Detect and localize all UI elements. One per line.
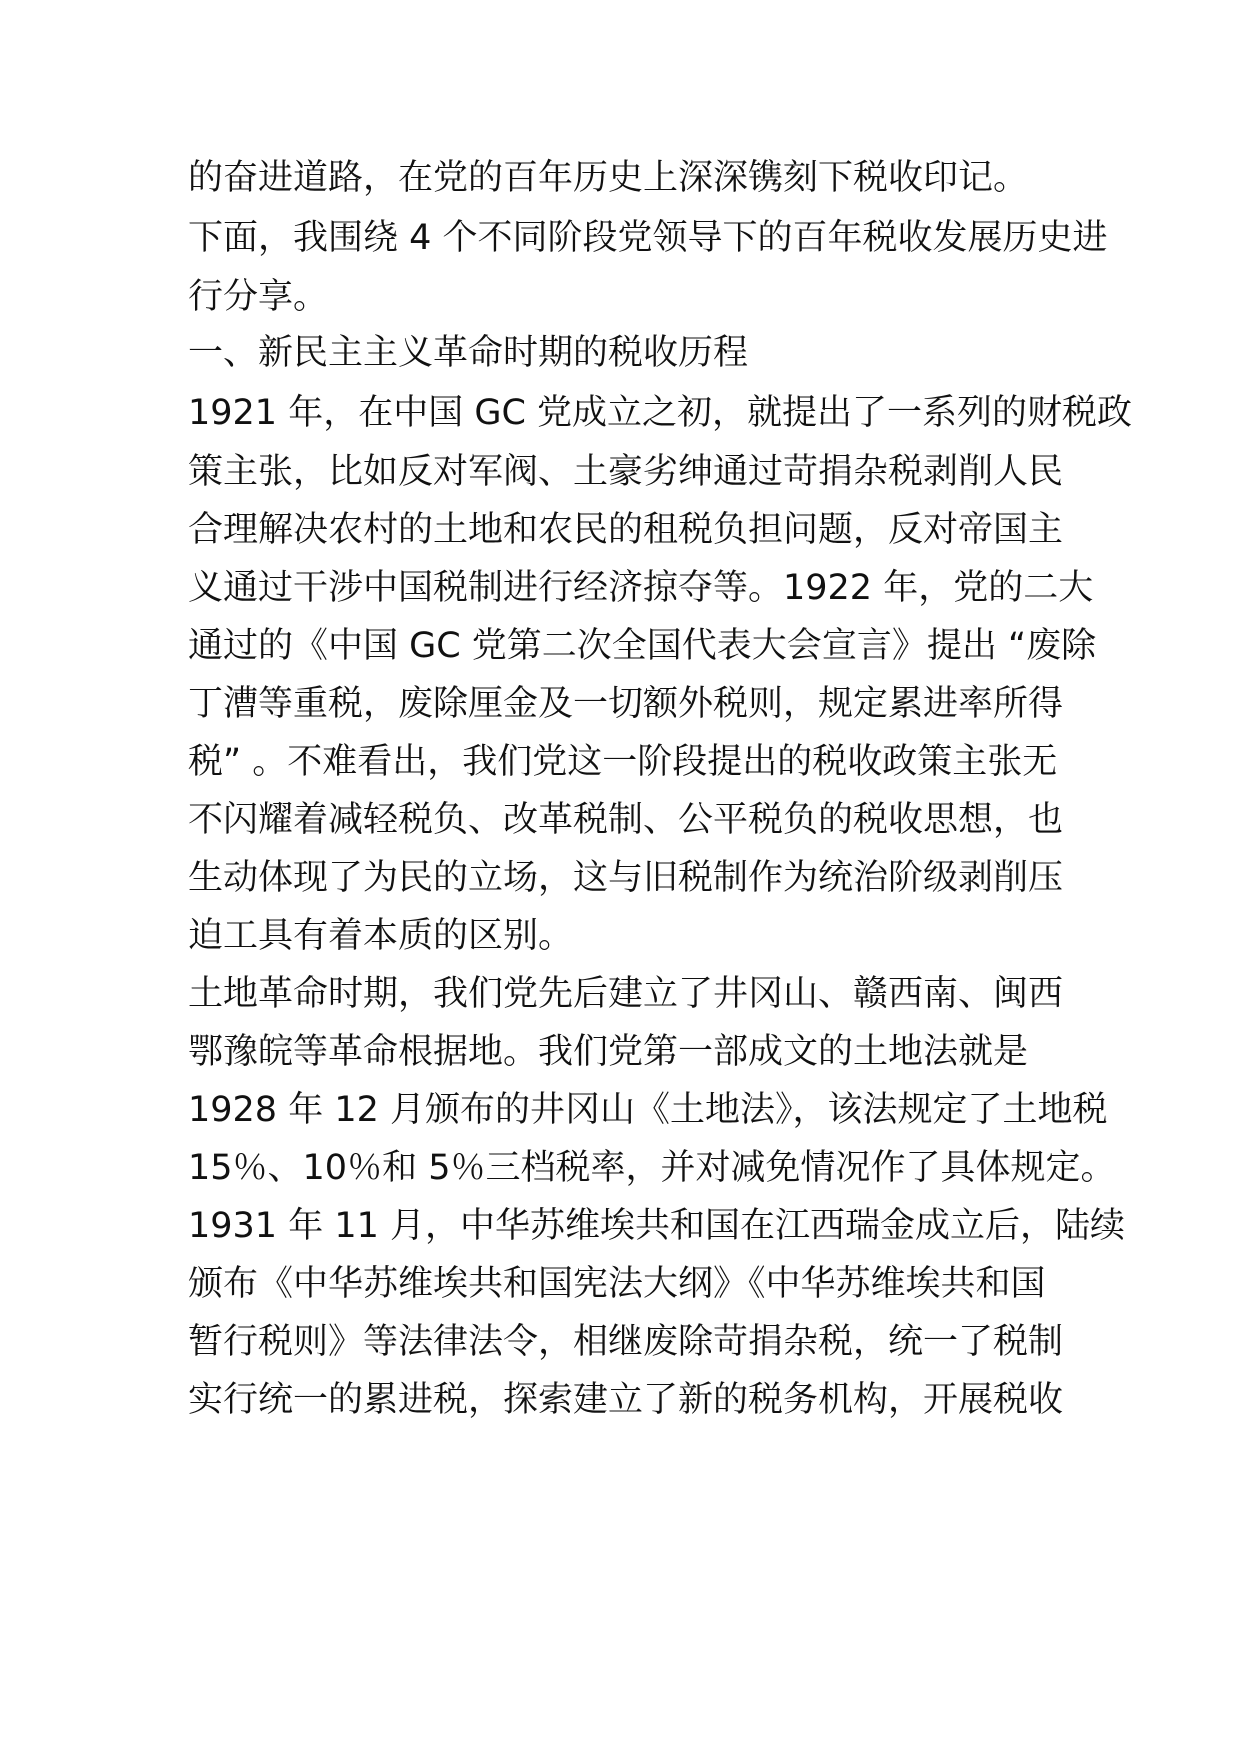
text-line: 合理解决农村的土地和农民的租税负担问题，反对帝国主 (188, 510, 1064, 550)
text-line: 的奋进道路，在党的百年历史上深深镌刻下税收印记。 (188, 158, 1029, 198)
text-line: 暂行税则》等法律法令，相继废除苛捐杂税，统一了税制 (188, 1322, 1064, 1362)
text-line: 1931 年 11 月，中华苏维埃共和国在江西瑞金成立后，陆续 (188, 1206, 1125, 1246)
text-line: 颁布《中华苏维埃共和国宪法大纲》《中华苏维埃共和国 (188, 1264, 1046, 1304)
text-line: 生动体现了为民的立场，这与旧税制作为统治阶级剥削压 (188, 858, 1064, 898)
text-line: 通过的《中国 GC 党第二次全国代表大会宣言》提出 “废除 (188, 626, 1097, 666)
text-line: 鄂豫皖等革命根据地。我们党第一部成文的土地法就是 (188, 1032, 1029, 1072)
text-line: 1928 年 12 月颁布的井冈山《土地法》，该法规定了土地税 (188, 1090, 1108, 1130)
section-heading: 一、新民主主义革命时期的税收历程 (188, 333, 749, 373)
text-line: 行分享。 (188, 277, 329, 317)
text-line: 迫工具有着本质的区别。 (188, 916, 574, 956)
text-line: 下面，我围绕 4 个不同阶段党领导下的百年税收发展历史进 (188, 218, 1108, 258)
text-line: 15％、10％和 5％三档税率，并对减免情况作了具体规定。 (188, 1148, 1116, 1188)
text-line: 实行统一的累进税，探索建立了新的税务机构，开展税收 (188, 1380, 1064, 1420)
text-line: 不闪耀着减轻税负、改革税制、公平税负的税收思想，也 (188, 800, 1064, 840)
text-line: 1921 年，在中国 GC 党成立之初，就提出了一系列的财税政 (188, 393, 1133, 433)
text-line: 义通过干涉中国税制进行经济掠夺等。1922 年，党的二大 (188, 568, 1094, 608)
text-line: 策主张，比如反对军阀、土豪劣绅通过苛捐杂税剥削人民 (188, 452, 1064, 492)
text-line: 丁漕等重税，废除厘金及一切额外税则，规定累进率所得 (188, 684, 1064, 724)
text-line: 税” 。不难看出，我们党这一阶段提出的税收政策主张无 (188, 742, 1058, 782)
text-line: 土地革命时期，我们党先后建立了井冈山、赣西南、闽西 (188, 974, 1064, 1014)
